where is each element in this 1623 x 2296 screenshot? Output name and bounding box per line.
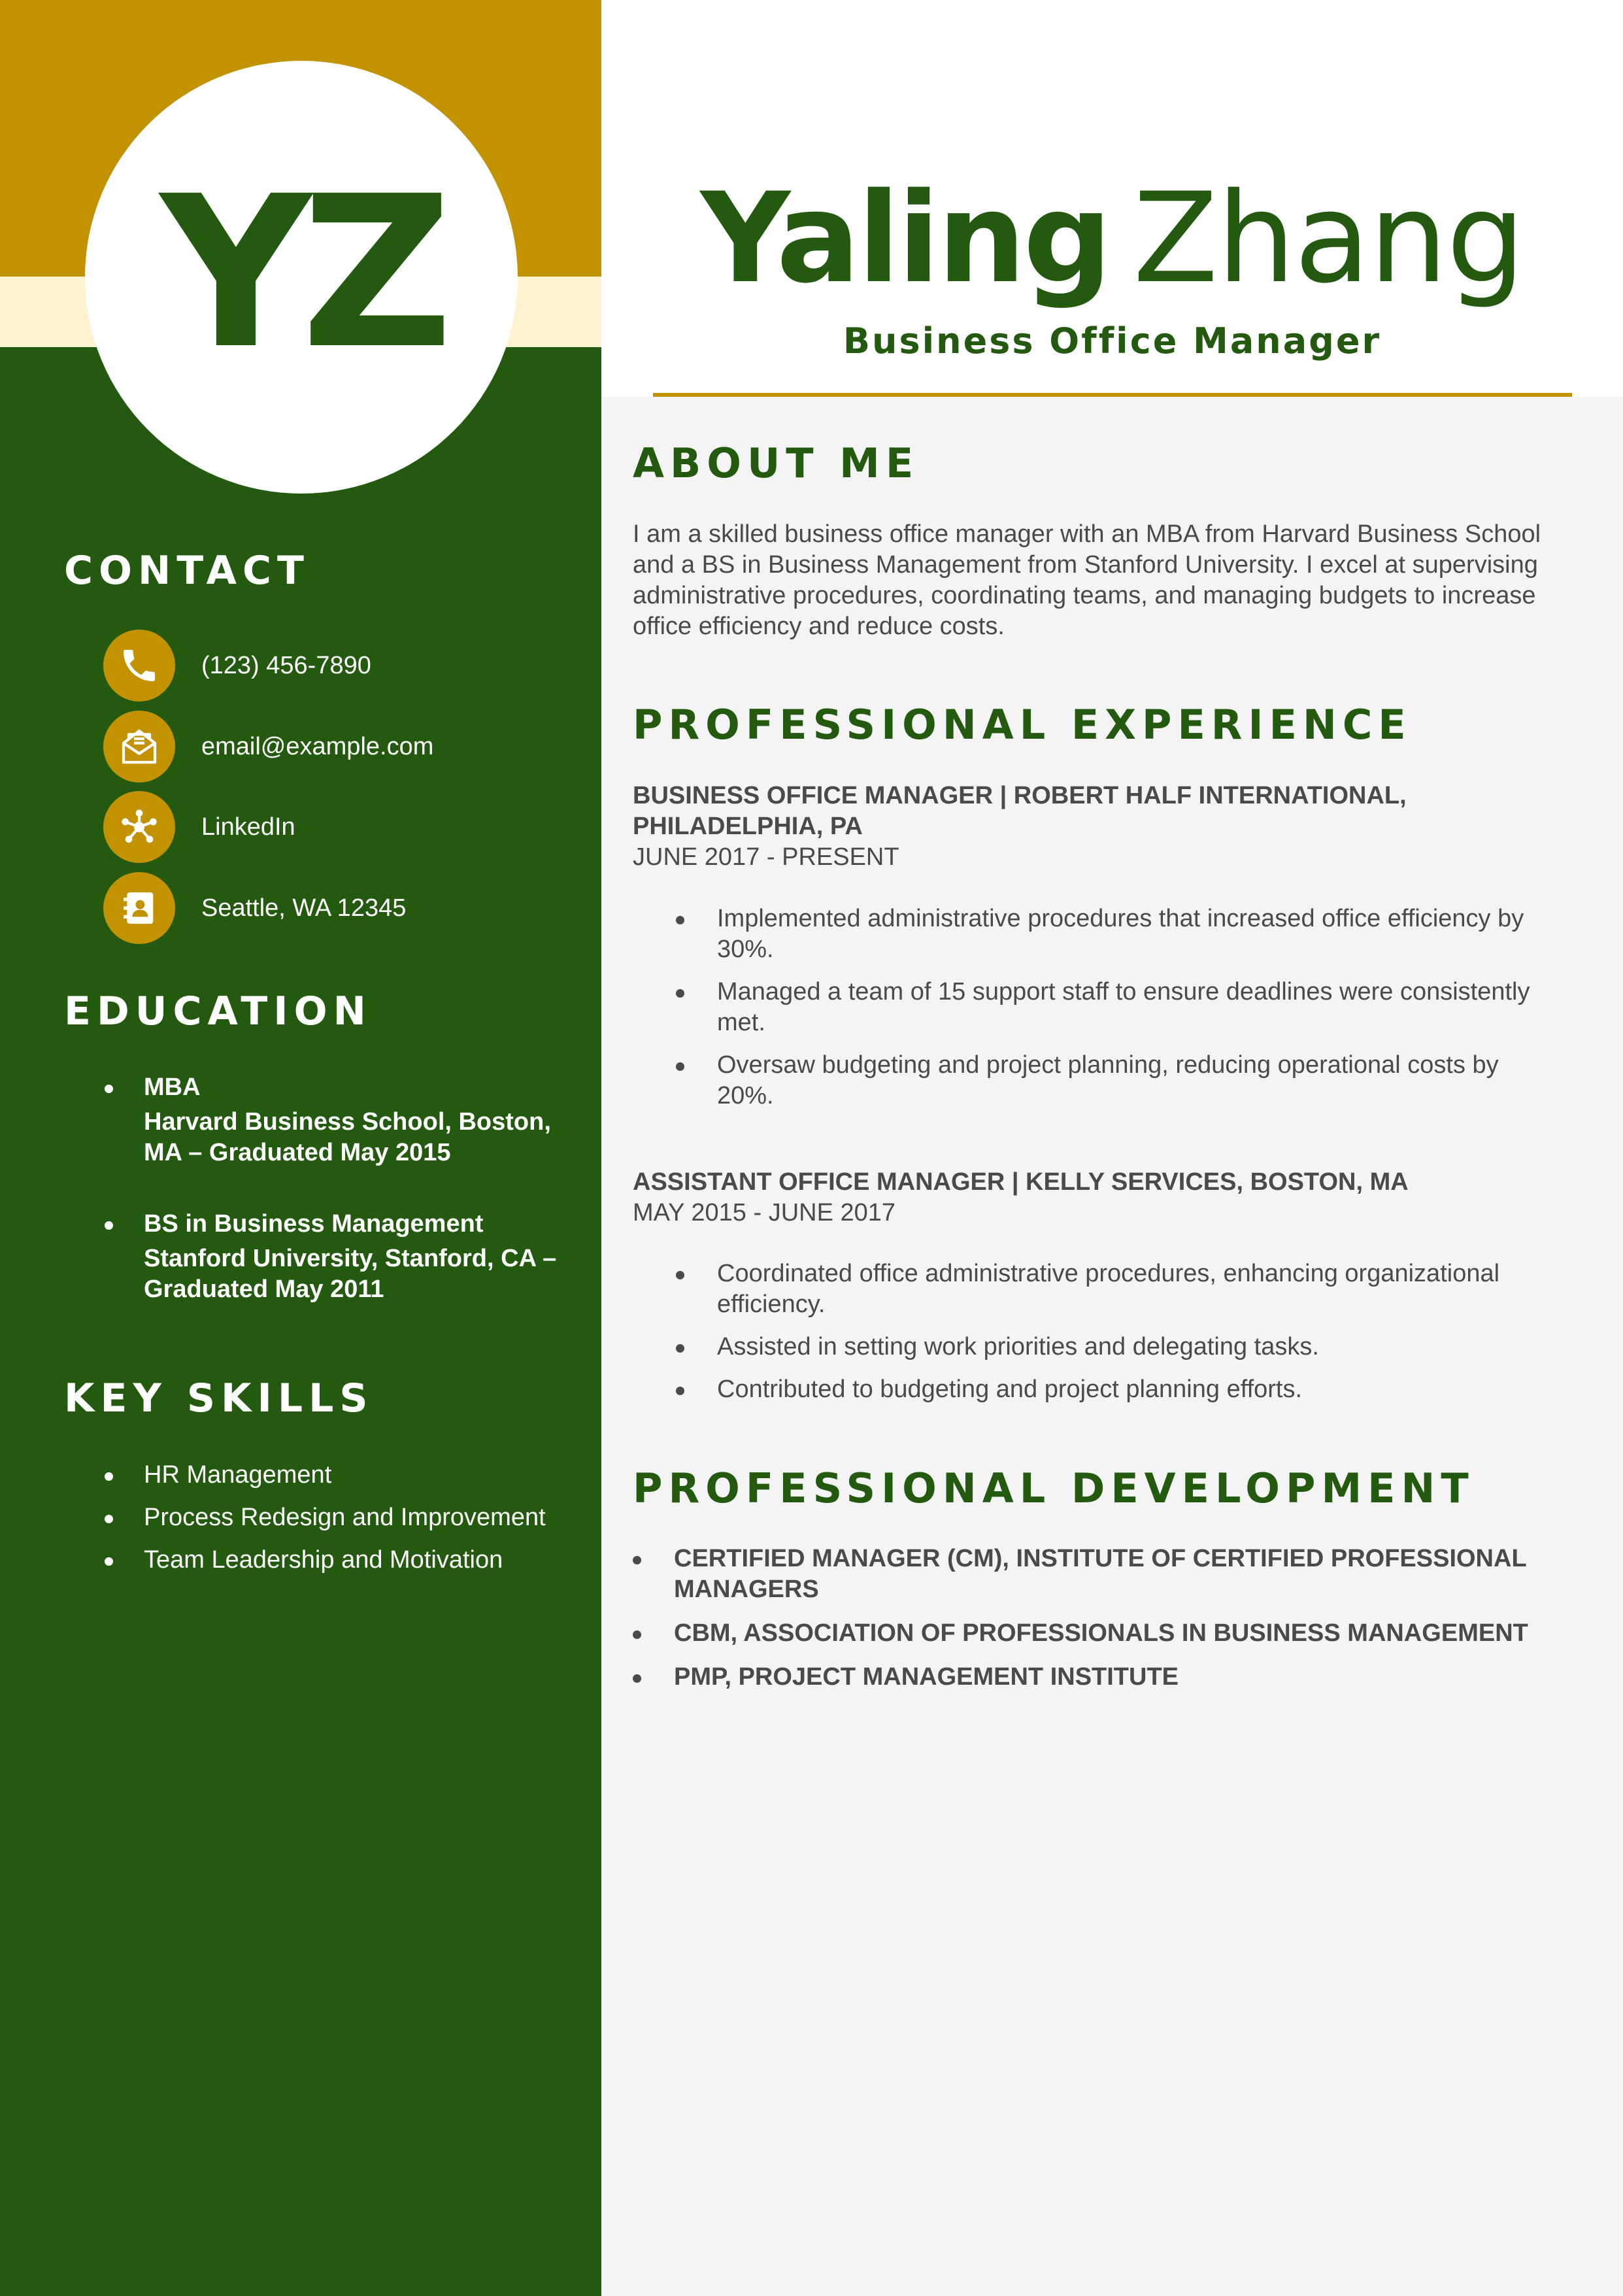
contact-heading: CONTACT (64, 548, 310, 594)
job-1-title: BUSINESS OFFICE MANAGER | ROBERT HALF INTERNATIONAL, PHILADELPHIA, PA (633, 782, 1407, 840)
education-degree: BS in Business Management (144, 1210, 484, 1238)
list-item: Process Redesign and Improvement (144, 1502, 562, 1533)
list-item: Coordinated office administrative procedures, enhancing organizational efficiency. (717, 1258, 1560, 1320)
list-item: Team Leadership and Motivation (144, 1545, 562, 1576)
monogram: YZ (160, 152, 443, 395)
sidebar (0, 0, 601, 2296)
list-item (144, 1072, 562, 1168)
development-list (674, 1544, 1589, 1706)
phone-icon (103, 630, 175, 701)
job-2-dates: MAY 2015 - JUNE 2017 (633, 1199, 896, 1226)
header-divider (653, 393, 1572, 397)
contact-email-text: email@example.com (201, 732, 434, 760)
job-title: Business Office Manager (843, 320, 1382, 362)
job-1-bullets (717, 903, 1560, 1123)
contact-location-text: Seattle, WA 12345 (201, 894, 407, 922)
contact-phone[interactable] (103, 629, 371, 702)
education-degree: MBA (144, 1073, 201, 1101)
development-heading: PROFESSIONAL DEVELOPMENT (633, 1464, 1475, 1512)
about-text: I am a skilled business office manager with an MBA from Harvard Business School and a BS in Business Management from Stanford University. I excel at supervising administrative procedures, coordinating teams, and managing budgets to increase office efficiency and reduce costs. (633, 520, 1541, 640)
education-heading: EDUCATION (64, 988, 372, 1034)
job-2-title: ASSISTANT OFFICE MANAGER | KELLY SERVICES, BOSTON, MA (633, 1168, 1409, 1196)
education-details: Harvard Business School, Boston, MA – Graduated May 2015 (144, 1108, 551, 1166)
education-list (144, 1072, 562, 1345)
job-2-header (633, 1167, 1574, 1228)
list-item (144, 1209, 562, 1305)
contact-email[interactable] (103, 710, 433, 783)
linkedin-icon (103, 791, 175, 863)
monogram-circle (85, 61, 518, 494)
list-item: Assisted in setting work priorities and delegating tasks. (717, 1332, 1560, 1362)
first-name: Yaling (700, 166, 1110, 311)
list-item: Contributed to budgeting and project planning efforts. (717, 1374, 1560, 1405)
list-item: CERTIFIED MANAGER (CM), INSTITUTE OF CERTIFIED PROFESSIONAL MANAGERS (674, 1544, 1589, 1605)
job-1-header (633, 781, 1476, 873)
job-2-bullets (717, 1258, 1560, 1417)
last-name: Zhang (1133, 166, 1524, 311)
contact-phone-text: (123) 456-7890 (201, 651, 371, 679)
contact-linkedin[interactable] (103, 790, 295, 864)
list-item: Managed a team of 15 support staff to ensure deadlines were consistently met. (717, 977, 1560, 1038)
contact-linkedin-text: LinkedIn (201, 813, 295, 841)
list-item: PMP, PROJECT MANAGEMENT INSTITUTE (674, 1662, 1589, 1693)
skills-list (144, 1460, 562, 1587)
list-item: Implemented administrative procedures that increased office efficiency by 30%. (717, 903, 1560, 965)
about-heading: ABOUT ME (633, 439, 920, 487)
email-icon (103, 711, 175, 783)
resume-header (601, 0, 1623, 397)
skills-heading: KEY SKILLS (64, 1376, 374, 1421)
list-item: Oversaw budgeting and project planning, reducing operational costs by 20%. (717, 1050, 1560, 1111)
address-book-icon (103, 872, 175, 944)
candidate-name (601, 166, 1623, 311)
job-1-dates: JUNE 2017 - PRESENT (633, 843, 899, 871)
list-item: CBM, ASSOCIATION OF PROFESSIONALS IN BUSINESS MANAGEMENT (674, 1618, 1589, 1649)
list-item: HR Management (144, 1460, 562, 1491)
experience-heading: PROFESSIONAL EXPERIENCE (633, 701, 1412, 749)
contact-location[interactable] (103, 871, 406, 945)
education-details: Stanford University, Stanford, CA – Graduated May 2011 (144, 1245, 557, 1303)
